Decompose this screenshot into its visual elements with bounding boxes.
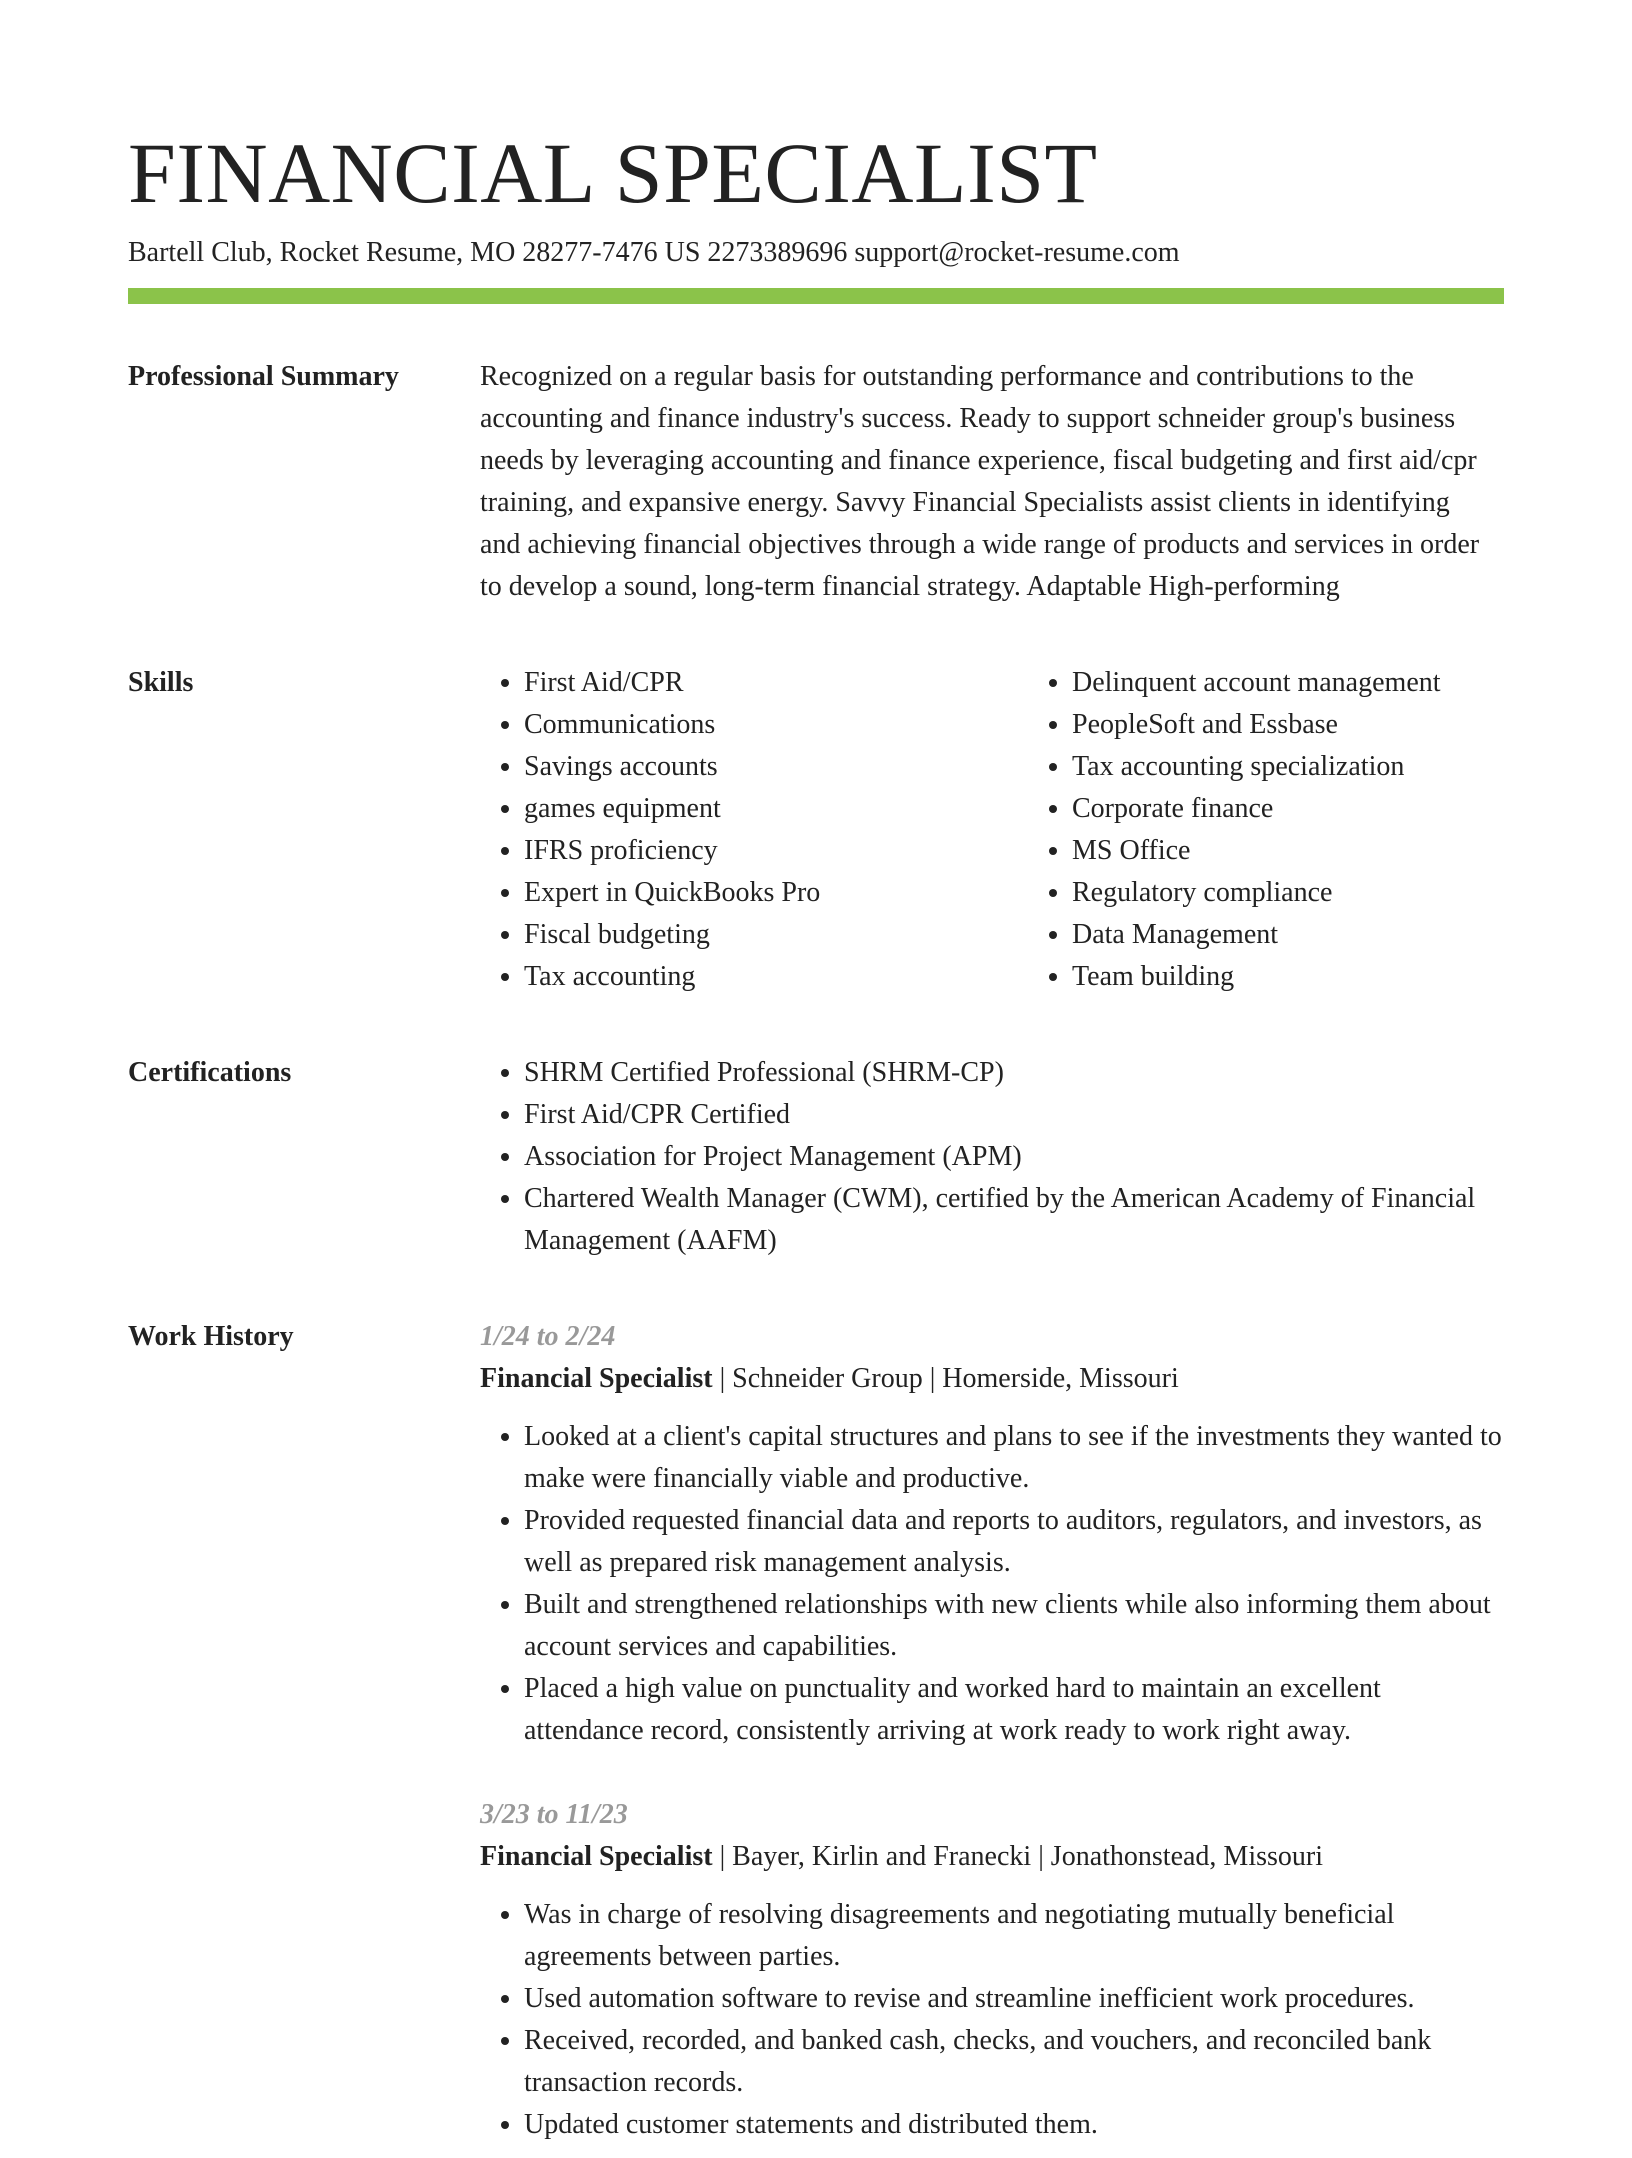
contact-line xyxy=(128,234,1504,272)
contact-address: Bartell Club, Rocket Resume, MO 28277-7476 US xyxy=(128,237,701,268)
job-bullet: • Built and strengthened relationships with new clients while also informing them about account services and capabilities. xyxy=(524,1584,1504,1668)
skill-item: • Savings accounts xyxy=(524,746,1028,788)
certifications-body xyxy=(480,1052,1504,1262)
skill-item: • games equipment xyxy=(524,788,1028,830)
skills-section xyxy=(128,662,1504,998)
contact-email: support@rocket-resume.com xyxy=(854,237,1180,268)
skill-item: • Team building xyxy=(1072,956,1576,998)
job-details: | Schneider Group | Homerside, Missouri xyxy=(712,1363,1179,1394)
work-history-section xyxy=(128,1316,1504,2158)
job-details: | Bayer, Kirlin and Franecki | Jonathonstead, Missouri xyxy=(712,1841,1323,1872)
resume-title: FINANCIAL SPECIALIST xyxy=(128,125,1098,221)
summary-label: Professional Summary xyxy=(128,361,399,392)
summary-section xyxy=(128,356,1504,608)
certifications-section xyxy=(128,1052,1504,1262)
skill-item: • Corporate finance xyxy=(1072,788,1576,830)
certification-item: • Chartered Wealth Manager (CWM), certified by the American Academy of Financial Management (AAFM) xyxy=(524,1178,1504,1262)
resume-page xyxy=(128,118,1504,2158)
skill-item: • Tax accounting xyxy=(524,956,1028,998)
certifications-list xyxy=(480,1052,1504,1262)
job-bullet: • Was in charge of resolving disagreements and negotiating mutually beneficial agreements between parties. xyxy=(524,1894,1504,1978)
skill-item: • Expert in QuickBooks Pro xyxy=(524,872,1028,914)
summary-text: Recognized on a regular basis for outstanding performance and contributions to the accounting and finance industry's success. Ready to support schneider group's business needs by leveraging accounting and finance experience, fiscal budgeting and first aid/cpr training, and expansive energy. Savvy Financial Specialists assist clients in identifying and achieving financial objectives through a wide range of products and services in order to develop a sound, long-term financial strategy. Adaptable High-performing xyxy=(480,361,1480,602)
header-divider xyxy=(128,288,1504,304)
job-bullet: • Updated customer statements and distributed them. xyxy=(524,2104,1504,2146)
job-bullet: • Looked at a client's capital structures and plans to see if the investments they wanted to make were financially viable and productive. xyxy=(524,1416,1504,1500)
work-history-body xyxy=(480,1316,1504,2158)
skill-item: • Regulatory compliance xyxy=(1072,872,1576,914)
summary-body xyxy=(480,356,1504,608)
skill-item: • Communications xyxy=(524,704,1028,746)
skills-list-left xyxy=(480,662,1028,998)
skills-body xyxy=(480,662,1576,998)
job-title-line xyxy=(480,1358,1504,1400)
job-entry xyxy=(480,1794,1504,2146)
skill-item: • Fiscal budgeting xyxy=(524,914,1028,956)
skills-list-right xyxy=(1028,662,1576,998)
skill-item: • PeopleSoft and Essbase xyxy=(1072,704,1576,746)
job-dates: 3/23 to 11/23 xyxy=(480,1799,628,1830)
skill-item: • MS Office xyxy=(1072,830,1576,872)
job-entry xyxy=(480,1316,1504,1752)
job-bullet: • Provided requested financial data and reports to auditors, regulators, and investors, as well as prepared risk management analysis. xyxy=(524,1500,1504,1584)
skills-label: Skills xyxy=(128,667,194,698)
certification-item: • SHRM Certified Professional (SHRM-CP) xyxy=(524,1052,1504,1094)
job-dates: 1/24 to 2/24 xyxy=(480,1321,616,1352)
job-title: Financial Specialist xyxy=(480,1363,713,1394)
job-bullet: • Placed a high value on punctuality and worked hard to maintain an excellent attendance record, consistently arriving at work ready to work right away. xyxy=(524,1668,1504,1752)
certification-item: • Association for Project Management (APM) xyxy=(524,1136,1504,1178)
skill-item: • First Aid/CPR xyxy=(524,662,1028,704)
job-bullets xyxy=(480,1894,1504,2146)
skill-item: • Delinquent account management xyxy=(1072,662,1576,704)
skill-item: • Tax accounting specialization xyxy=(1072,746,1576,788)
job-bullet: • Used automation software to revise and streamline inefficient work procedures. xyxy=(524,1978,1504,2020)
job-bullet: • Received, recorded, and banked cash, checks, and vouchers, and reconciled bank transaction records. xyxy=(524,2020,1504,2104)
job-title-line xyxy=(480,1836,1504,1878)
job-title: Financial Specialist xyxy=(480,1841,713,1872)
skill-item: • Data Management xyxy=(1072,914,1576,956)
work-history-label: Work History xyxy=(128,1321,294,1352)
certification-item: • First Aid/CPR Certified xyxy=(524,1094,1504,1136)
skill-item: • IFRS proficiency xyxy=(524,830,1028,872)
job-bullets xyxy=(480,1416,1504,1752)
contact-phone: 2273389696 xyxy=(707,237,848,268)
certifications-label: Certifications xyxy=(128,1057,292,1088)
